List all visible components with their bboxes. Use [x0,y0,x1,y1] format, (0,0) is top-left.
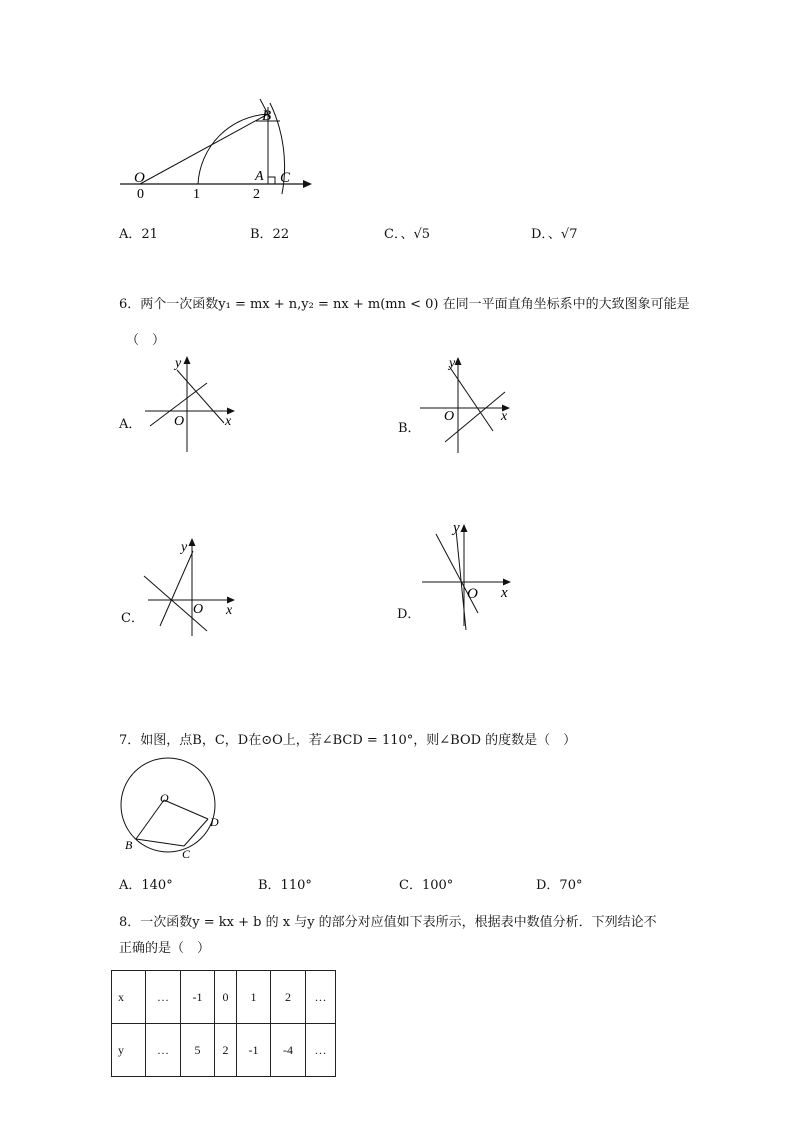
segment-ob [140,114,268,184]
q6-option-d-label[interactable]: D． [397,607,421,622]
x-axis-label: x [501,409,508,424]
q7-option-d[interactable]: D．70° [536,878,583,893]
q7-circle-figure [114,757,224,862]
origin-label: O [444,409,455,424]
x-axis-label: x [501,585,508,601]
q6-graph-c[interactable] [140,536,240,641]
table-cell: -1 [181,971,215,1024]
x-axis-label: x [225,414,232,429]
y-arrow-icon [455,357,462,365]
q5-option-b[interactable]: B．22 [250,227,290,242]
y-axis-label: y [449,356,456,371]
table-cell: 2 [271,971,306,1024]
arrow-icon [303,180,312,188]
q6-graph-a[interactable] [140,352,240,457]
q6-graph-b[interactable] [415,353,515,458]
table-cell: 1 [237,971,271,1024]
q6-option-c-label[interactable]: C． [121,611,144,626]
circle-o [121,758,215,852]
q5-option-a[interactable]: A．21 [119,227,158,242]
q8-stem-line1: 8．一次函数y = kx + b 的 x 与y 的部分对应值如下表所示，根据表中数值分析．下列结论不 [119,915,657,930]
label-o: O [160,791,169,805]
q7-option-b[interactable]: B．110° [258,878,312,893]
table-row-x [112,971,336,1024]
q6-answer-paren: （ ） [126,333,166,348]
y-arrow-icon [184,356,191,364]
q8-stem-line2: 正确的是（ ） [119,941,211,956]
q7-option-a[interactable]: A．140° [119,878,173,893]
table-cell: … [306,1024,336,1077]
y-arrow-icon [461,524,468,532]
label-o: O [134,170,145,186]
segment-cd [184,819,208,846]
label-c: C [182,847,191,861]
x-axis-label: x [226,603,233,618]
q6-option-b-label[interactable]: B． [398,421,421,436]
tick-label-2: 2 [253,187,260,202]
q5-option-c[interactable]: C．、√5 [384,227,431,242]
y-axis-label: y [181,540,188,555]
table-cell: 2 [215,1024,237,1077]
q7-stem: 7．如图，点B，C，D在⊙O上，若∠BCD = 110°，则∠BOD 的度数是（ ） [119,733,577,748]
table-row-y [112,1024,336,1077]
table-cell: y [112,1024,146,1077]
label-d: D [210,815,219,829]
origin-label: O [193,602,204,617]
q5-number-line-figure [110,95,320,205]
q6-graph-d[interactable] [418,516,518,634]
table-cell: … [146,971,181,1024]
q7-option-c[interactable]: C．100° [399,878,454,893]
label-b: B [262,108,272,124]
y-arrow-icon [189,538,196,546]
table-cell: … [306,971,336,1024]
segment-od [164,800,208,819]
table-cell: -1 [237,1024,271,1077]
y-axis-label: y [175,356,182,371]
q6-option-a-label[interactable]: A． [119,417,142,432]
table-cell: … [146,1024,181,1077]
label-a: A [255,169,264,184]
q5-option-d[interactable]: D．、√7 [531,227,578,242]
tick-label-1: 1 [193,187,200,202]
q8-value-table [111,970,336,1077]
line-2 [449,366,493,431]
table-cell: 5 [181,1024,215,1077]
label-b: B [125,838,133,852]
origin-label: O [174,414,185,429]
table-cell: 0 [215,971,237,1024]
tick-label-0: 0 [137,187,144,202]
table-cell: x [112,971,146,1024]
origin-label: O [467,586,478,602]
y-axis-label: y [453,520,460,536]
q6-stem: 6．两个一次函数y₁ = mx + n,y₂ = nx + m(mn < 0) 在同一平面直角坐标系中的大致图象可能是 [119,297,690,312]
right-angle-mark [268,177,275,184]
table-cell: -4 [271,1024,306,1077]
label-c: C [280,170,291,186]
segment-ob [136,800,164,839]
